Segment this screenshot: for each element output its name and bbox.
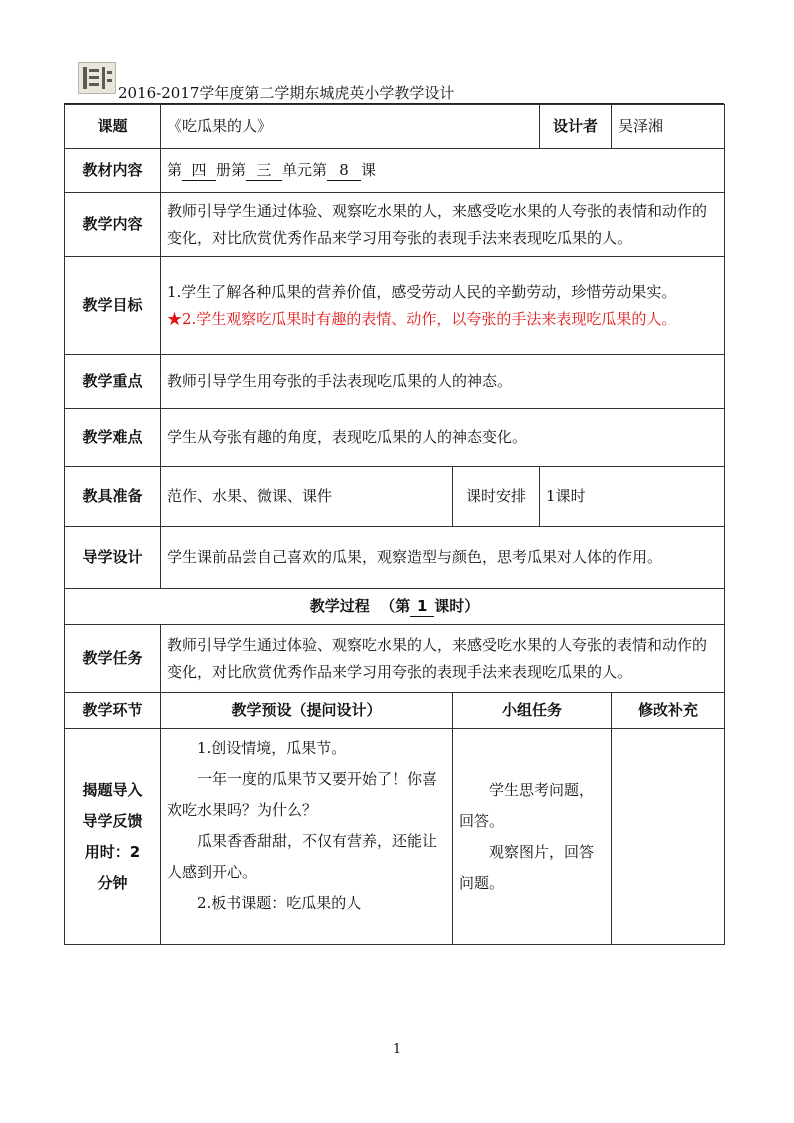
task-label: 教学任务 — [65, 625, 161, 693]
stage1-preset — [161, 729, 453, 945]
stage1-label-1: 揭题导入 — [82, 780, 143, 799]
key-label: 教学重点 — [65, 355, 161, 409]
document-header — [78, 62, 478, 102]
textbook-text-2: 册第 — [216, 161, 247, 179]
stage1-label-2: 导学反馈 — [82, 811, 143, 830]
textbook-value — [161, 149, 725, 193]
textbook-label: 教材内容 — [65, 149, 161, 193]
row-task — [65, 625, 725, 693]
process-text-1: （第 — [380, 597, 411, 615]
header-title: 2016-2017学年度第二学期东城虎英小学教学设计 — [118, 84, 455, 102]
row-stage-1 — [65, 729, 725, 945]
difficult-value: 学生从夸张有趣的角度，表现吃瓜果的人的神态变化。 — [161, 409, 725, 467]
row-tools — [65, 467, 725, 527]
designer-label: 设计者 — [540, 105, 612, 149]
content-label: 教学内容 — [65, 193, 161, 257]
tools-value: 范作、水果、微课、课件 — [161, 467, 453, 527]
time-value: 1课时 — [540, 467, 725, 527]
row-process-header — [65, 589, 725, 625]
stage1-preset-3: 瓜果香香甜甜，不仅有营养，还能让人感到开心。 — [167, 832, 438, 881]
tools-label: 教具准备 — [65, 467, 161, 527]
col-group: 小组任务 — [453, 693, 612, 729]
lesson-plan-table — [64, 104, 725, 945]
row-goal — [65, 257, 725, 355]
content-value: 教师引导学生通过体验、观察吃水果的人，来感受吃水果的人夸张的表情和动作的变化，对比欣赏优秀作品来学习用夸张的表现手法来表现吃瓜果的人。 — [161, 193, 725, 257]
process-header — [65, 589, 725, 625]
row-difficult — [65, 409, 725, 467]
row-columns — [65, 693, 725, 729]
stage1-group — [453, 729, 612, 945]
textbook-lesson: 8 — [327, 160, 361, 181]
task-value: 教师引导学生通过体验、观察吃水果的人，来感受吃水果的人夸张的表情和动作的变化，对比欣赏优秀作品来学习用夸张的表现手法来表现吃瓜果的人。 — [161, 625, 725, 693]
guide-value: 学生课前品尝自己喜欢的瓜果，观察造型与颜色，思考瓜果对人体的作用。 — [161, 527, 725, 589]
process-title: 教学过程 — [309, 597, 370, 615]
row-content — [65, 193, 725, 257]
goal-1: 1.学生了解各种瓜果的营养价值，感受劳动人民的辛勤劳动，珍惜劳动果实。 — [167, 282, 677, 301]
process-text-2: 课时） — [434, 597, 480, 615]
stage1-group-2: 观察图片，回答问题。 — [459, 842, 595, 892]
stage1-group-1: 学生思考问题，回答。 — [459, 780, 595, 830]
stage1-label-3: 用时：2 — [84, 842, 141, 861]
page-number: 1 — [392, 1042, 402, 1057]
textbook-text-4: 课 — [361, 161, 377, 179]
stage1-notes — [612, 729, 725, 945]
title-value: 《吃瓜果的人》 — [161, 105, 540, 149]
key-value: 教师引导学生用夸张的手法表现吃瓜果的人的神态。 — [161, 355, 725, 409]
process-num: 1 — [410, 596, 434, 617]
row-title — [65, 105, 725, 149]
goal-label: 教学目标 — [65, 257, 161, 355]
col-notes: 修改补充 — [612, 693, 725, 729]
textbook-text-3: 单元第 — [282, 161, 328, 179]
row-guide — [65, 527, 725, 589]
stage1-preset-4: 2.板书课题：吃瓜果的人 — [197, 894, 362, 912]
row-textbook — [65, 149, 725, 193]
stage1-label-4: 分钟 — [97, 873, 128, 892]
time-label: 课时安排 — [453, 467, 540, 527]
designer-value: 吴泽湘 — [612, 105, 725, 149]
goal-value — [161, 257, 725, 355]
guide-label: 导学设计 — [65, 527, 161, 589]
stage1-preset-1: 1.创设情境，瓜果节。 — [197, 739, 347, 757]
stage1-label — [65, 729, 161, 945]
stage1-preset-2: 一年一度的瓜果节又要开始了！你喜欢吃水果吗？为什么？ — [167, 770, 438, 819]
difficult-label: 教学难点 — [65, 409, 161, 467]
col-preset: 教学预设（提问设计） — [161, 693, 453, 729]
row-key — [65, 355, 725, 409]
textbook-book: 四 — [182, 160, 216, 181]
textbook-unit: 三 — [246, 160, 282, 181]
col-stage: 教学环节 — [65, 693, 161, 729]
title-label: 课题 — [65, 105, 161, 149]
school-logo — [78, 62, 116, 94]
goal-2: ★2.学生观察吃瓜果时有趣的表情、动作，以夸张的手法来表现吃瓜果的人。 — [167, 309, 677, 328]
textbook-text-1: 第 — [167, 161, 183, 179]
